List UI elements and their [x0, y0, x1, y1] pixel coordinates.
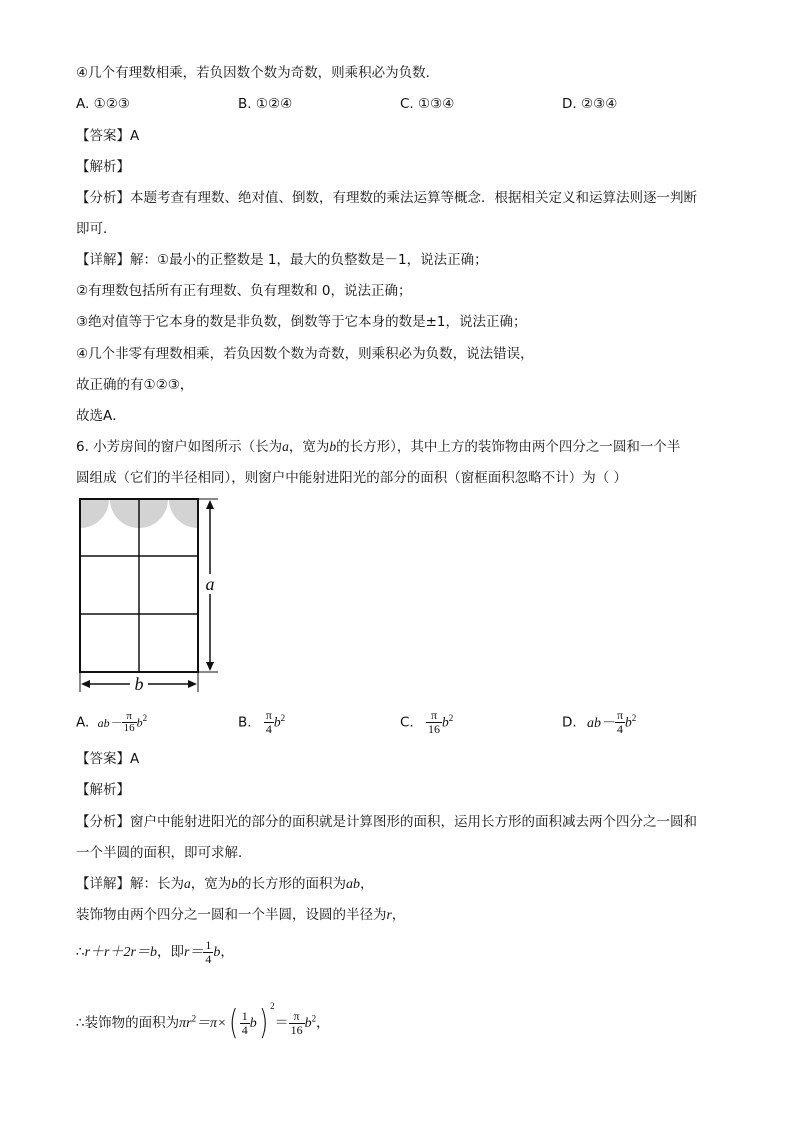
detail-text: ，	[316, 1015, 330, 1031]
option-fraction	[264, 709, 274, 736]
fraction-numerator: π	[265, 708, 272, 722]
detail-line-2: ②有理数包括所有正有理数、负有理数和 0，说法正确；	[76, 283, 412, 299]
statement-4: ④几个有理数相乘，若负因数个数为奇数，则乘积必为负数．	[76, 65, 440, 81]
option-a	[76, 94, 130, 114]
q6-fenxi-line-1	[76, 812, 697, 832]
var-r: r	[386, 907, 392, 922]
analysis-tag: 【解析】	[76, 159, 130, 175]
detail-line-1	[76, 250, 488, 270]
detail-line-4: ④几个非零有理数相乘，若负因数个数为奇数，则乘积必为负数，说法错误，	[76, 346, 534, 362]
var-b: b	[231, 876, 238, 891]
q6-option-d	[562, 708, 636, 736]
fraction	[289, 1010, 305, 1037]
fraction-denominator: 4	[265, 722, 272, 736]
math-ab: ab	[346, 877, 360, 892]
option-c	[400, 94, 454, 114]
fraction-denominator: 4	[617, 722, 624, 736]
fraction-denominator: 16	[123, 722, 135, 734]
fraction-numerator: π	[616, 708, 624, 722]
detail-text: ，	[220, 944, 234, 960]
equation: r＋r＋2r＝b	[84, 945, 157, 960]
exponent: 2	[631, 713, 637, 723]
left-paren: (	[228, 1003, 238, 1043]
option-fraction	[426, 709, 442, 736]
detail-line-3: ③绝对值等于它本身的数是非负数，倒数等于它本身的数是±1，说法正确；	[76, 314, 527, 330]
fraction-denominator: 4	[241, 1022, 248, 1037]
fenxi-tag: 【分析】	[76, 190, 130, 206]
option-pre: ab－	[97, 715, 122, 730]
label-a: a	[205, 574, 215, 594]
option-letter: C.	[400, 714, 414, 731]
fenxi-line-1	[76, 188, 697, 208]
option-letter: A.	[76, 96, 90, 112]
q6-fenxi-line-2: 一个半圆的面积，即可求解．	[76, 845, 252, 861]
detail-text: ，	[360, 876, 374, 892]
detail-text: ∴装饰物的面积为	[76, 1015, 180, 1031]
option-letter: D.	[562, 96, 577, 112]
option-post: b	[442, 714, 449, 730]
option-text: ②③④	[580, 96, 618, 112]
q6-text: 的长方形），其中上方的装饰物由两个四分之一圆和一个半	[336, 439, 681, 455]
exponent: 2	[280, 713, 286, 723]
var-b: b	[329, 439, 337, 454]
fraction-numerator: 1	[205, 937, 212, 952]
answer-value: A	[130, 128, 140, 144]
right-quarter-circle	[169, 499, 199, 529]
fraction	[203, 939, 213, 966]
fraction	[240, 1010, 250, 1037]
option-post: b	[625, 714, 632, 730]
option-letter: D.	[562, 714, 577, 731]
width-arrow-head-left	[81, 680, 90, 688]
var-a: a	[184, 876, 191, 891]
fenxi-text: 本题考查有理数、绝对值、倒数，有理数的乘法运算等概念．根据相关定义和运算法则逐一判断	[130, 190, 697, 206]
equation: r＝	[183, 945, 204, 960]
fraction-denominator: 16	[290, 1022, 303, 1037]
var-a: a	[282, 439, 289, 454]
fraction-numerator: 1	[241, 1008, 248, 1023]
fenxi-text: 窗户中能射进阳光的部分的面积就是计算图形的面积，运用长方形的面积减去两个四分之一圆和	[130, 814, 697, 830]
q6-option-a	[76, 708, 147, 734]
q6-detail-line-4	[76, 986, 330, 1044]
var-b: b	[213, 945, 221, 960]
detail-text: ，	[391, 907, 406, 923]
var-b: b	[249, 1016, 257, 1031]
option-text: ①②④	[255, 96, 293, 112]
fenxi-line-2: 即可．	[76, 221, 117, 237]
option-letter: B.	[238, 96, 252, 112]
option-letter: B.	[238, 714, 252, 731]
equation: πr	[179, 1016, 192, 1031]
exponent: 2	[191, 1013, 197, 1024]
q6-option-c	[400, 708, 453, 736]
option-pre: ab－	[586, 715, 615, 731]
therefore-symbol: ∴	[76, 944, 85, 960]
exponent: 2	[448, 713, 454, 723]
option-text: ①③④	[418, 96, 455, 112]
equation: ＝π×	[196, 1016, 227, 1031]
answer-tag: 【答案】	[76, 128, 130, 144]
q6-answer-line	[76, 749, 139, 769]
detail-text: ，宽为	[190, 876, 232, 892]
var-b: b	[304, 1016, 312, 1031]
left-quarter-circle	[80, 499, 110, 529]
q6-detail-line-2	[76, 905, 405, 925]
exponent: 2	[270, 1001, 275, 1011]
detail-line-6: 故选A．	[76, 408, 126, 424]
detail-text: 解：①最小的正整数是 1，最大的负整数是－1，说法正确；	[130, 252, 488, 268]
q6-analysis-tag: 【解析】	[76, 782, 130, 798]
detail-tag: 【详解】	[76, 252, 130, 268]
exponent: 2	[311, 1013, 317, 1024]
question-6-line-2: 圆组成（它们的半径相同），则窗户中能射进阳光的部分的面积（窗框面积忽略不计）为（ ）	[76, 470, 628, 486]
fraction-numerator: π	[426, 709, 442, 723]
height-arrow-head-top	[206, 500, 214, 509]
q6-detail-line-1	[76, 874, 374, 895]
option-fraction	[615, 709, 625, 736]
q6-detail-line-3	[76, 938, 234, 967]
answer-line	[76, 126, 139, 146]
detail-text: 的长方形的面积为	[238, 876, 346, 892]
equals-sign: ＝	[274, 1016, 289, 1031]
answer-value: A	[130, 751, 140, 767]
fenxi-tag: 【分析】	[76, 814, 130, 830]
right-paren: )	[258, 1003, 269, 1043]
q6-text: ，宽为	[288, 439, 330, 455]
detail-text: 解：长为	[130, 876, 184, 892]
q6-option-b	[238, 708, 285, 736]
fraction-denominator: 16	[428, 722, 441, 736]
option-letter: A.	[76, 714, 90, 731]
detail-tag: 【详解】	[76, 876, 130, 892]
question-6-line-1	[76, 437, 680, 457]
option-post: b	[136, 715, 143, 730]
detail-line-5: 故正确的有①②③，	[76, 377, 194, 393]
option-d	[562, 94, 617, 114]
answer-tag: 【答案】	[76, 751, 130, 767]
height-arrow-head-bottom	[206, 662, 214, 671]
width-arrow-head-right	[188, 680, 197, 688]
option-letter: C.	[400, 96, 414, 112]
window-figure	[74, 494, 234, 694]
option-post: b	[273, 714, 281, 730]
fraction-numerator: π	[289, 1010, 305, 1024]
option-fraction	[122, 711, 137, 734]
exponent: 2	[142, 713, 148, 723]
detail-text: 装饰物由两个四分之一圆和一个半圆，设圆的半径为	[76, 907, 387, 923]
detail-text: ，即	[156, 944, 184, 960]
q6-text: 6. 小芳房间的窗户如图所示（长为	[76, 439, 283, 455]
label-b: b	[134, 674, 144, 694]
option-b	[238, 94, 292, 114]
option-text: ①②③	[93, 96, 130, 112]
fraction-denominator: 4	[205, 951, 212, 966]
fraction-numerator: π	[122, 711, 137, 723]
